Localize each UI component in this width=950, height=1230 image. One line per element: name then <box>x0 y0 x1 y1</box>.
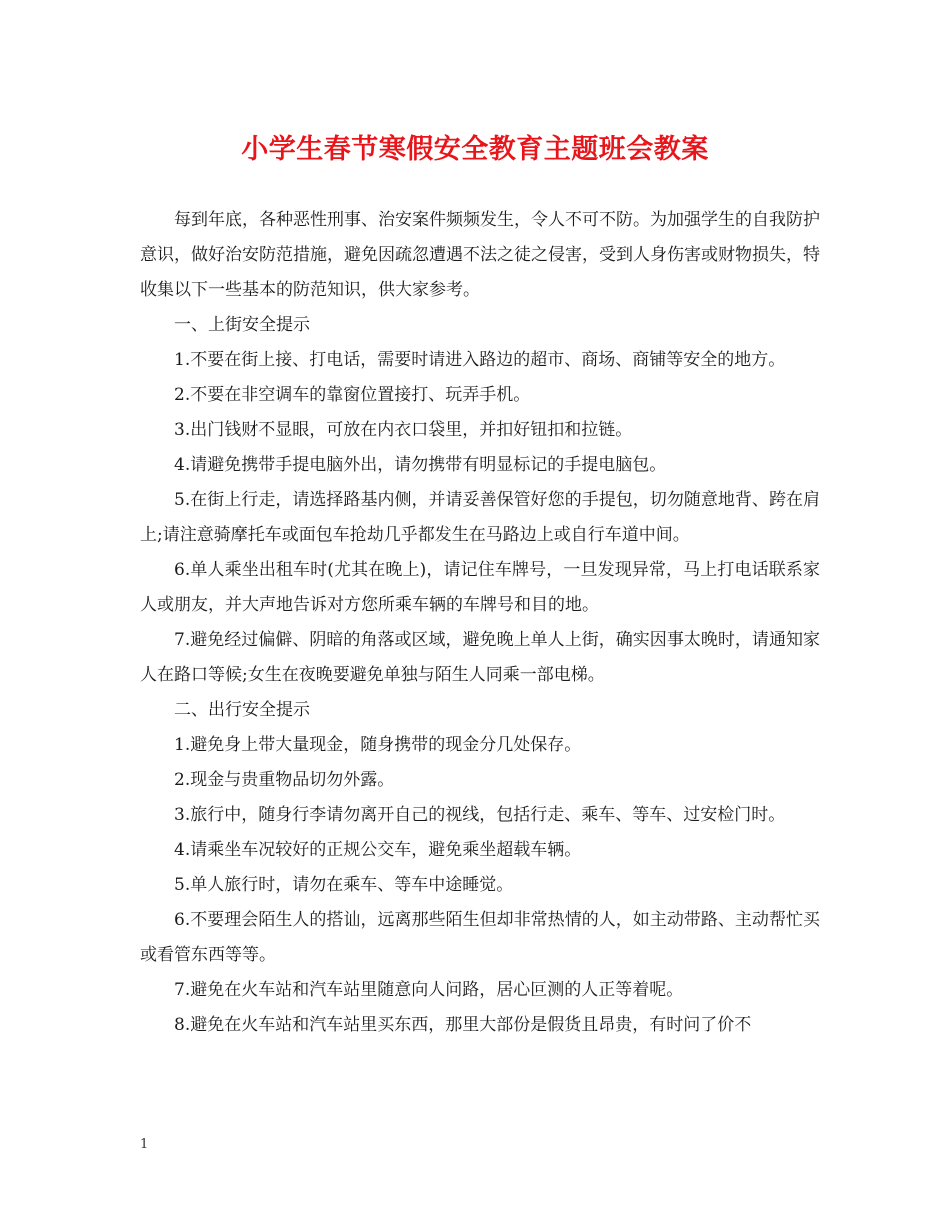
list-item: 6.不要理会陌生人的搭讪，远离那些陌生但却非常热情的人，如主动带路、主动帮忙买或看管东西等等。 <box>140 910 820 965</box>
list-item: 5.单人旅行时，请勿在乘车、等车中途睡觉。 <box>174 875 514 895</box>
section-heading-street-safety: 一、上街安全提示 <box>174 315 310 335</box>
list-item: 1.不要在街上接、打电话，需要时请进入路边的超市、商场、商铺等安全的地方。 <box>174 350 786 370</box>
section-heading-travel-safety: 二、出行安全提示 <box>174 700 310 720</box>
document-title: 小学生春节寒假安全教育主题班会教案 <box>241 134 709 165</box>
page-number: 1 <box>140 1137 149 1152</box>
list-item: 3.出门钱财不显眼，可放在内衣口袋里，并扣好钮扣和拉链。 <box>174 420 633 440</box>
list-item: 3.旅行中，随身行李请勿离开自己的视线，包括行走、乘车、等车、过安检门时。 <box>174 805 786 825</box>
list-item: 4.请避免携带手提电脑外出，请勿携带有明显标记的手提电脑包。 <box>174 455 667 475</box>
list-item: 6.单人乘坐出租车时(尤其在晚上)，请记住车牌号，一旦发现异常，马上打电话联系家人或朋友，并大声地告诉对方您所乘车辆的车牌号和目的地。 <box>140 560 820 615</box>
list-item: 8.避免在火车站和汽车站里买东西，那里大部份是假货且昂贵，有时问了价不 <box>174 1015 752 1035</box>
list-item: 1.避免身上带大量现金，随身携带的现金分几处保存。 <box>174 735 582 755</box>
paragraph-intro: 每到年底，各种恶性刑事、治安案件频频发生，令人不可不防。为加强学生的自我防护意识，做好治安防范措施，避免因疏忽遭遇不法之徒之侵害，受到人身伤害或财物损失，特收集以下一些基本的防范知识，供大家参考。 <box>140 210 820 300</box>
list-item: 4.请乘坐车况较好的正规公交车，避免乘坐超载车辆。 <box>174 840 582 860</box>
list-item: 7.避免在火车站和汽车站里随意向人问路，居心叵测的人正等着呢。 <box>174 980 684 1000</box>
document-body <box>140 203 820 1043</box>
list-item: 7.避免经过偏僻、阴暗的角落或区域，避免晚上单人上街，确实因事太晚时，请通知家人在路口等候;女生在夜晚要避免单独与陌生人同乘一部电梯。 <box>140 630 820 685</box>
list-item: 2.不要在非空调车的靠窗位置接打、玩弄手机。 <box>174 385 531 405</box>
list-item: 2.现金与贵重物品切勿外露。 <box>174 770 395 790</box>
list-item: 5.在街上行走，请选择路基内侧，并请妥善保管好您的手提包，切勿随意地背、跨在肩上;请注意骑摩托车或面包车抢劫几乎都发生在马路边上或自行车道中间。 <box>140 490 820 545</box>
